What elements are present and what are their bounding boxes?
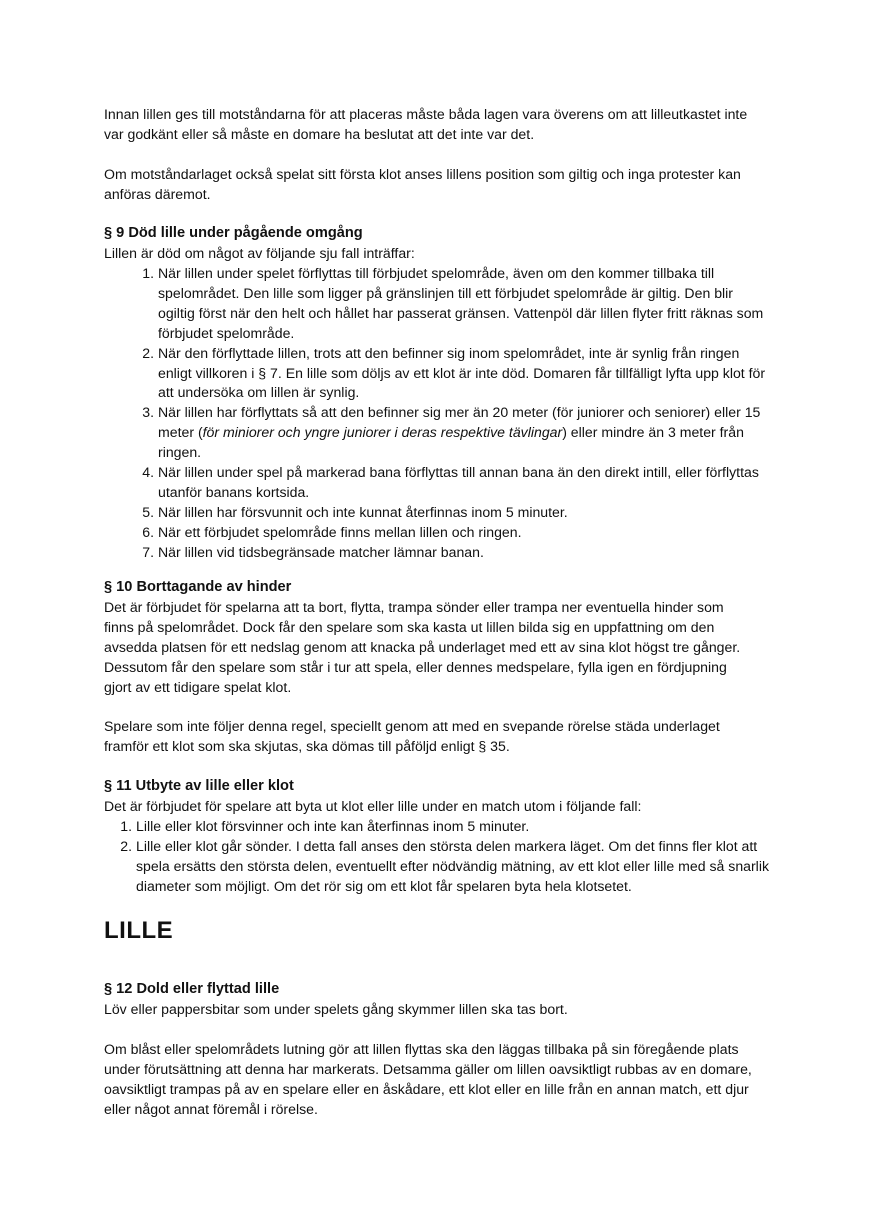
list-number: 2. [120,837,132,854]
list-item-text: När lillen vid tidsbegränsade matcher lämnar banan. [158,543,484,560]
section-11-list [120,817,776,897]
list-item-text: När lillen under spelet förflyttas till förbjudet spelområde, även om den kommer tillbaka till spelområdet. Den lille som ligger på gränslinjen till ett förbjudet spelområde är giltig. Den blir ogiltig först när den helt och hållet har passerat gränsen. Vattenpöl där lillen flyter fritt räknas som förbjudet spelområde. [158,265,764,341]
list-item [142,403,772,463]
list-item-emphasis: för miniorer och yngre juniorer i deras respektive tävlingar [202,424,563,441]
section-12-paragraph-2: Om blåst eller spelområdets lutning gör att lillen flyttas ska den läggas tillbaka på sin föregående plats under förutsättning att denna har markerats. Detsamma gäller om lillen oavsiktligt rubbas av en domare, oavsiktligt trampas på av en spelare eller en åskådare, ett klot eller en lille från en annan match, ett djur eller något annat föremål i rörelse. [104,1041,752,1117]
list-number: 1. [142,265,154,281]
chapter-title: LILLE [104,917,174,944]
section-10-heading: § 10 Borttagande av hinder [104,579,292,595]
intro-paragraph-1: Innan lillen ges till motståndarna för att placeras måste båda lagen vara överens om att lilleutkastet inte var godkänt eller så måste en domare ha beslutat att det inte var det. [104,106,748,142]
list-item-text: Lille eller klot går sönder. I detta fall anses den största delen markera läget. Om det finns fler klot att spela ersätts den största delen, eventuellt efter nödvändig mätning, av ett klot eller lille med så snarlik diameter som möjligt. Om det rör sig om ett klot får spelaren byta hela klotsetet. [136,837,769,894]
section-9-list [142,264,772,563]
intro-paragraph-2: Om motståndarlaget också spelat sitt första klot anses lillens position som giltig och inga protester kan anföras däremot. [104,166,741,202]
list-item-text: När ett förbjudet spelområde finns mellan lillen och ringen. [158,523,522,540]
list-number: 6. [142,523,154,540]
list-item-text: När lillen har försvunnit och inte kunnat återfinnas inom 5 minuter. [158,503,568,520]
list-item [120,817,776,837]
list-item-text: ) eller mindre än 3 meter från ringen. [158,424,744,461]
list-item-text: Lille eller klot försvinner och inte kan återfinnas inom 5 minuter. [136,818,530,834]
list-number: 3. [142,404,154,421]
list-item [142,503,772,523]
list-item-text: När lillen har förflyttats så att den befinner sig mer än 20 meter (för juniorer och seniorer) eller 15 meter ( [158,404,761,441]
list-item [142,543,772,563]
list-number: 2. [142,344,154,361]
section-10-paragraph-2: Spelare som inte följer denna regel, speciellt genom att med en svepande rörelse städa underlaget framför ett klot som ska skjutas, ska dömas till påföljd enligt § 35. [104,718,720,754]
list-item-text: När den förflyttade lillen, trots att den befinner sig inom spelområdet, inte är synlig från ringen enligt villkoren i § 7. En lille som döljs av ett klot är inte död. Domaren får tillfälligt lyfta upp klot för att undersöka om lillen är synlig. [158,344,766,401]
section-12-paragraph-1: Löv eller pappersbitar som under spelets gång skymmer lillen ska tas bort. [104,1001,568,1017]
list-number: 7. [142,543,154,560]
list-item [142,463,772,503]
list-item [120,837,776,897]
list-number: 5. [142,503,154,520]
section-9-lead: Lillen är död om något av följande sju fall inträffar: [104,245,415,261]
list-item-text: När lillen under spel på markerad bana förflyttas till annan bana än den direkt intill, eller förflyttas utanför banans kortsida. [158,464,759,500]
list-item [142,344,772,404]
section-11-heading: § 11 Utbyte av lille eller klot [104,778,294,794]
list-number: 1. [120,818,132,834]
section-10-paragraph-1: Det är förbjudet för spelarna att ta bort, flytta, trampa sönder eller trampa ner eventuella hinder som finns på spelområdet. Dock får den spelare som ska kasta ut lillen bilda sig en uppfattning om den avsedda platsen för ett nedslag genom att knacka på underlaget med ett av sina klot högst tre gånger. Dessutom får den spelare som står i tur att spela, eller dennes medspelare, fylla igen en fördjupning gjort av ett tidigare spelat klot. [104,599,741,695]
section-9-heading: § 9 Död lille under pågående omgång [104,225,363,241]
list-item [142,264,772,344]
list-item [142,523,772,543]
section-11-lead: Det är förbjudet för spelare att byta ut klot eller lille under en match utom i följande fall: [104,798,642,814]
list-number: 4. [142,464,154,481]
section-12-heading: § 12 Dold eller flyttad lille [104,981,280,997]
